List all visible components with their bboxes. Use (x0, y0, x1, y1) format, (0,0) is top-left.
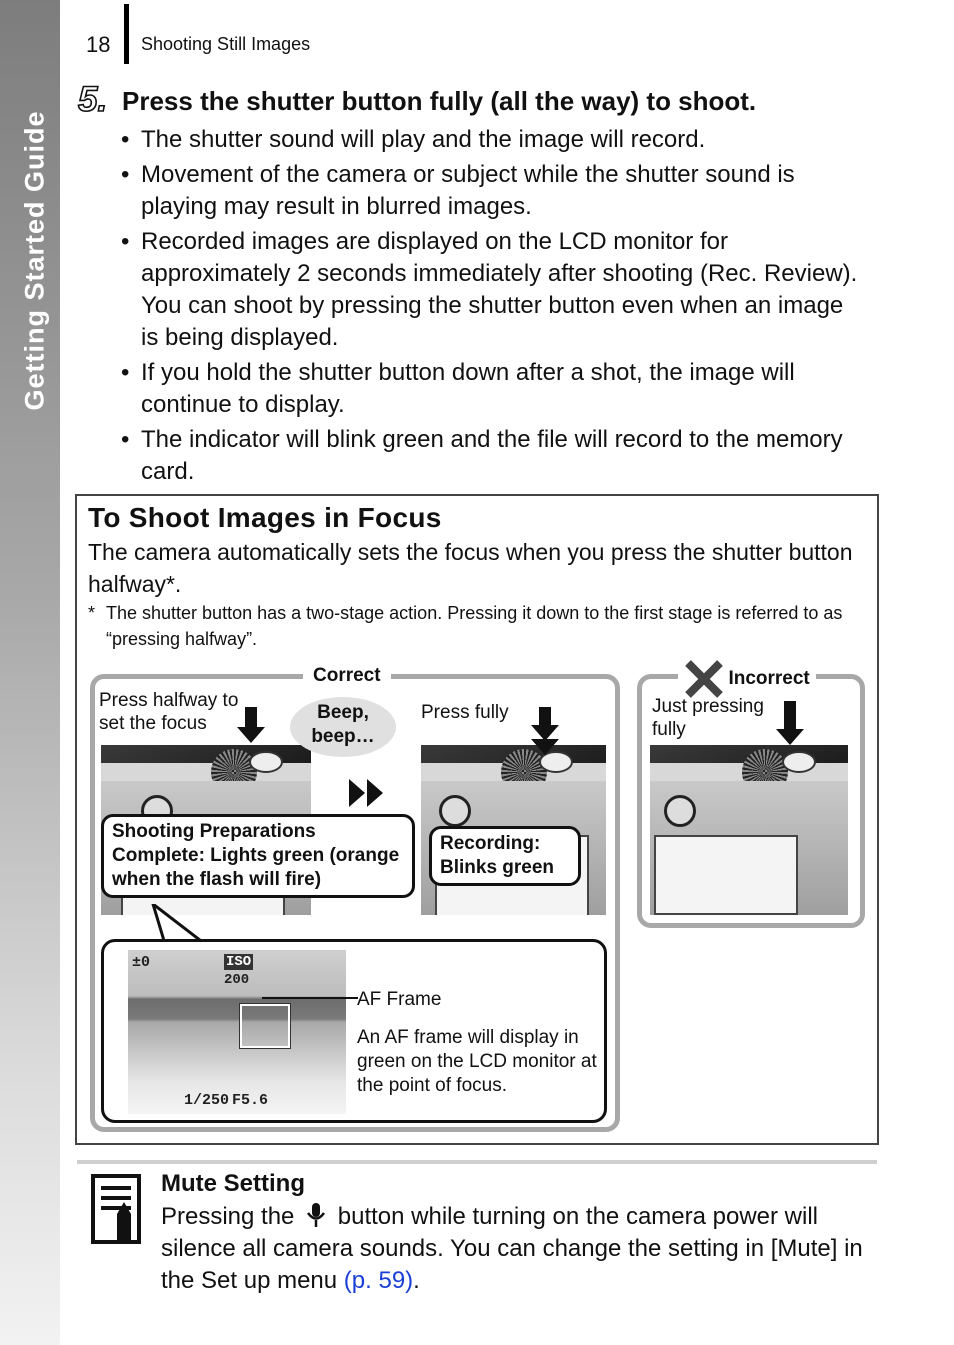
incorrect-panel (637, 668, 865, 928)
correct-label: Correct (303, 665, 391, 687)
iso-label: ISO (226, 954, 252, 970)
mute-text (161, 1201, 876, 1297)
bullet-item: • Recorded images are displayed on the LCD monitor for approximately 2 seconds immediately after shooting (Rec. Review). You can shoot by pressing the shutter button even when an image is being displayed. (121, 226, 861, 354)
aperture: F5.6 (232, 1092, 269, 1109)
sidebar (0, 0, 60, 1345)
lcd-inset (101, 939, 607, 1123)
af-frame-title: AF Frame (357, 989, 442, 1010)
section-title: Shooting Still Images (141, 34, 311, 54)
header-rule (124, 4, 129, 64)
press-arrow (539, 707, 551, 727)
bullet-item: • Movement of the camera or subject while the shutter sound is playing may result in blurred images. (121, 159, 861, 223)
microphone-icon (305, 1202, 327, 1228)
focus-footnote (88, 600, 876, 652)
step-number: 5. (78, 80, 108, 119)
incorrect-label-wrap (678, 659, 816, 699)
mute-rule (77, 1160, 877, 1164)
step-title: Press the shutter button fully (all the way) to shoot. (122, 86, 757, 116)
page-number: 18 (86, 32, 111, 57)
bullet-item: • If you hold the shutter button down after a shot, the image will continue to display. (121, 357, 861, 421)
correct-panel (90, 665, 620, 1132)
just-pressing-label: Just pressing fully (652, 696, 764, 740)
press-halfway-label: Press halfway to set the focus (99, 690, 239, 734)
press-fully-label: Press fully (421, 702, 509, 723)
press-arrow-head (776, 729, 804, 745)
iso-value: 200 (224, 972, 250, 988)
next-arrows-icon (349, 779, 385, 807)
focus-box (75, 494, 879, 1145)
indicator-lamp (664, 795, 696, 827)
incorrect-label: Incorrect (728, 668, 810, 689)
rec-callout: Recording: Blinks green (429, 826, 581, 886)
focus-intro: The camera automatically sets the focus when you press the shutter button halfway*. (88, 539, 853, 597)
shutter-speed: 1/250 (184, 1092, 230, 1109)
sidebar-title: Getting Started Guide (19, 110, 50, 411)
bullet-item: • The shutter sound will play and the image will record. (121, 124, 861, 156)
af-frame (240, 1004, 290, 1048)
af-frame-description: An AF frame will display in green on the LCD monitor at the point of focus. (357, 1027, 597, 1096)
bullet-item: • The indicator will blink green and the file will record to the memory card. (121, 424, 861, 488)
exposure-comp: ±0 (132, 954, 151, 971)
mute-title: Mute Setting (161, 1170, 305, 1197)
mute-text-end: . (413, 1267, 420, 1294)
footnote-marker: * (88, 603, 96, 623)
cross-icon (684, 659, 724, 699)
step-bullets (121, 124, 861, 491)
mute-text-before: Pressing the (161, 1203, 295, 1230)
press-arrow (245, 707, 257, 729)
footnote-text: The shutter button has a two-stage action. Pressing it down to the first stage is referred to as “pressing halfway”. (106, 603, 843, 649)
camera-illustration-incorrect (650, 745, 848, 915)
press-arrow-head (237, 727, 265, 743)
indicator-lamp (439, 795, 471, 827)
prep-callout: Shooting Preparations Complete: Lights green (orange when the flash will fire) (101, 814, 415, 898)
speech-pointer (145, 904, 235, 944)
beep-bubble: Beep, beep… (290, 697, 396, 757)
page-link[interactable]: (p. 59) (343, 1267, 414, 1294)
lcd-photo (128, 950, 346, 1114)
focus-title: To Shoot Images in Focus (88, 502, 442, 533)
mute-text-after: button while turning on the camera power will silence all camera sounds. You can change the setting in [Mute] in the Set up menu (161, 1203, 863, 1294)
press-arrow (784, 701, 796, 731)
press-arrow-head (531, 739, 559, 755)
af-leader-line (262, 997, 358, 999)
memo-icon (91, 1174, 147, 1248)
